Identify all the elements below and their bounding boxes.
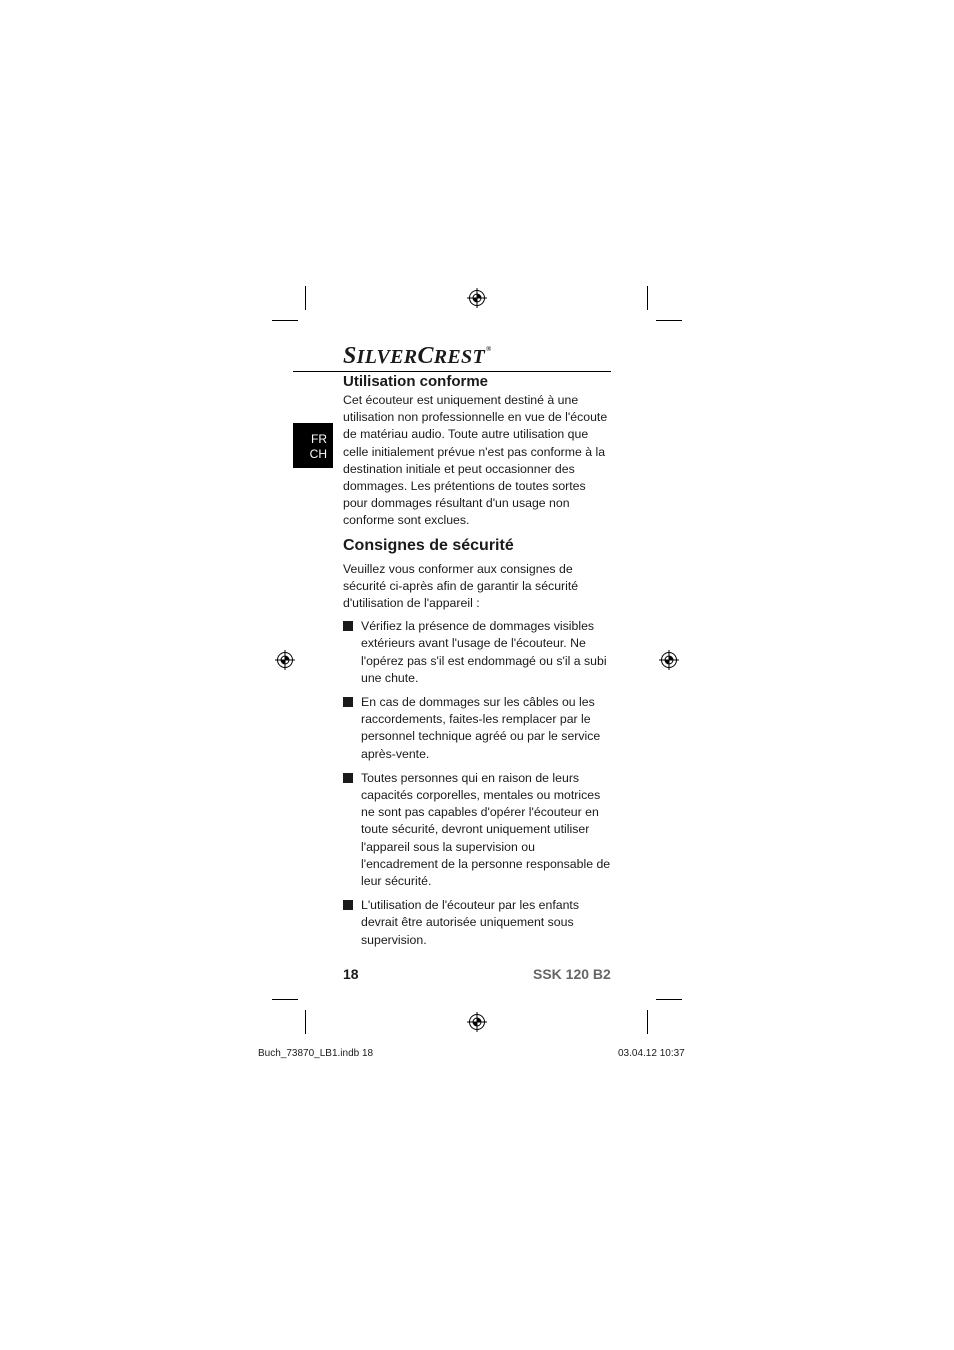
crop-mark-top-right-vertical bbox=[647, 286, 648, 310]
registration-mark-icon bbox=[659, 650, 679, 670]
intended-use-text: Cet écouteur est uniquement destiné à une utilisation non professionnelle en vue de l'écoute de matériau audio. Toute autre utilisation que celle initialement prévue n'est pas conforme à la destination initiale et peut occasionner des dommages. Les prétentions de toutes sortes pour dommages résultant d'un usage non conforme sont exclues. bbox=[343, 393, 608, 528]
main-content bbox=[343, 371, 611, 956]
safety-intro-text: Veuillez vous conformer aux consignes de sécurité ci-après afin de garantir la sécurité d'utilisation de l'appareil : bbox=[343, 561, 579, 611]
registration-mark-icon bbox=[467, 1012, 487, 1032]
crop-mark-top-left-horizontal bbox=[272, 320, 298, 321]
language-code-ch: CH bbox=[309, 447, 327, 461]
silvercrest-logo: SILVERCREST® bbox=[343, 343, 492, 369]
language-tab bbox=[293, 423, 333, 468]
registration-mark-icon bbox=[467, 288, 487, 308]
language-code-fr: FR bbox=[311, 432, 327, 446]
bullet-square-icon bbox=[343, 900, 353, 910]
bullet-square-icon bbox=[343, 621, 353, 631]
page-number: 18 bbox=[343, 966, 359, 982]
list-item: En cas de dommages sur les câbles ou les raccordements, faites-les remplacer par le personnel technique agréé ou par le service après-vente. bbox=[343, 694, 611, 763]
list-item: L'utilisation de l'écouteur par les enfants devrait être autorisée uniquement sous supervision. bbox=[343, 897, 611, 949]
crop-mark-bottom-right-vertical bbox=[647, 1010, 648, 1034]
crop-mark-bottom-left-horizontal bbox=[272, 999, 298, 1000]
print-date-time: 03.04.12 10:37 bbox=[618, 1048, 685, 1059]
bullet-square-icon bbox=[343, 697, 353, 707]
heading-safety: Consignes de sécurité bbox=[343, 536, 514, 554]
registration-mark-icon bbox=[275, 650, 295, 670]
list-item: Toutes personnes qui en raison de leurs capacités corporelles, mentales ou motrices ne sont pas capables d'opérer l'écouteur en toute sécurité, devront uniquement utiliser l'appareil sous la supervision ou l'encadrement de la personne responsable de leur sécurité. bbox=[343, 770, 611, 890]
crop-mark-top-left-vertical bbox=[305, 286, 306, 310]
bullet-square-icon bbox=[343, 773, 353, 783]
safety-list bbox=[343, 618, 611, 949]
crop-mark-top-right-horizontal bbox=[656, 320, 682, 321]
crop-mark-bottom-right-horizontal bbox=[656, 999, 682, 1000]
print-file-info: Buch_73870_LB1.indb 18 bbox=[258, 1048, 374, 1059]
list-item: Vérifiez la présence de dommages visibles extérieurs avant l'usage de l'écouteur. Ne l'opérez pas s'il est endommagé ou s'il a subi une chute. bbox=[343, 618, 611, 687]
heading-intended-use: Utilisation conforme bbox=[343, 373, 489, 390]
crop-mark-bottom-left-vertical bbox=[305, 1010, 306, 1034]
model-number: SSK 120 B2 bbox=[533, 966, 611, 982]
